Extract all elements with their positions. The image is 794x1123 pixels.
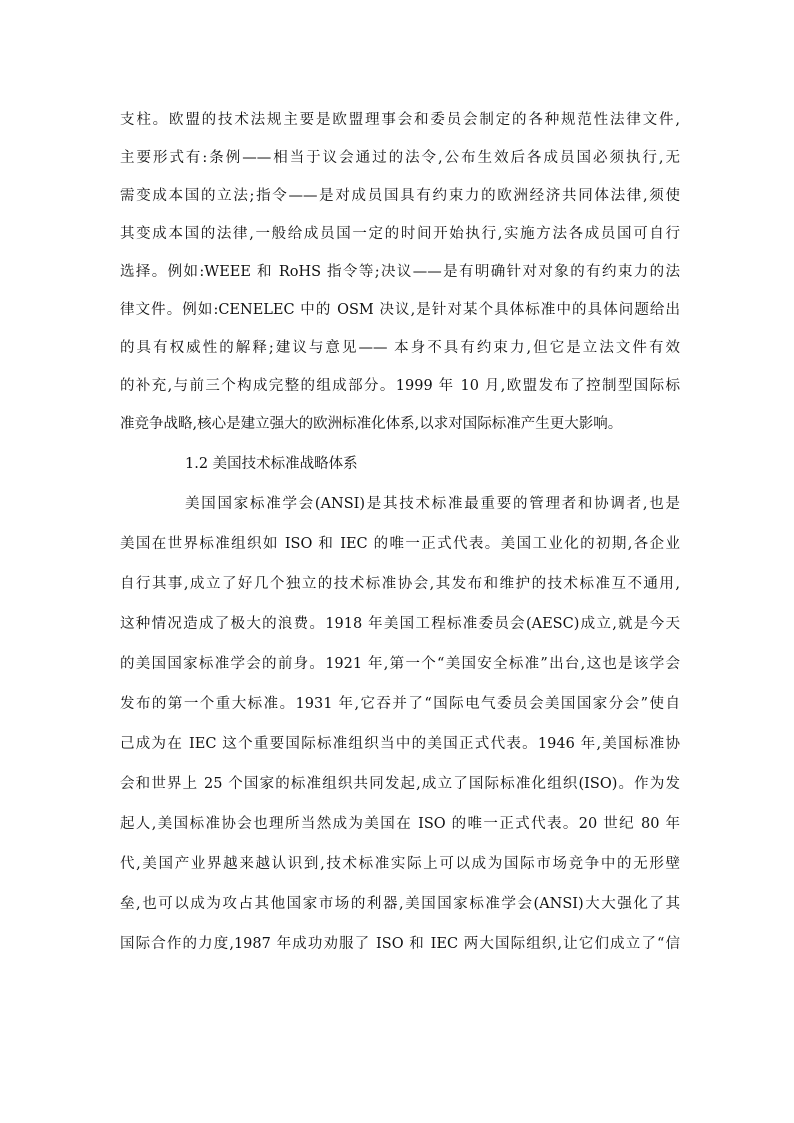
paragraph-line: 国际合作的力度,1987 年成功劝服了 ISO 和 IEC 两大国际组织,让它们成立了“信 <box>120 936 680 952</box>
paragraph-line: 发布的第一个重大标准。1931 年,它吞并了“国际电气委员会美国国家分会”使自 <box>120 696 680 712</box>
paragraph-line: 起人,美国标准协会也理所当然成为美国在 ISO 的唯一正式代表。20 世纪 80 年 <box>120 816 680 832</box>
paragraph-line: 准竞争战略,核心是建立强大的欧洲标准化体系,以求对国际标准产生更大影响。 <box>120 416 623 432</box>
paragraph-line: 需变成本国的立法;指令——是对成员国具有约束力的欧洲经济共同体法律,须使 <box>120 188 680 204</box>
paragraph-line: 的美国国家标准学会的前身。1921 年,第一个“美国安全标准”出台,这也是该学会 <box>120 656 680 672</box>
paragraph-line: 代,美国产业界越来越认识到,技术标准实际上可以成为国际市场竞争中的无形壁 <box>120 856 680 872</box>
paragraph-line: 这种情况造成了极大的浪费。1918 年美国工程标准委员会(AESC)成立,就是今天 <box>120 616 680 632</box>
paragraph-line: 己成为在 IEC 这个重要国际标准组织当中的美国正式代表。1946 年,美国标准协 <box>120 736 680 752</box>
paragraph-line: 美国在世界标准组织如 ISO 和 IEC 的唯一正式代表。美国工业化的初期,各企业 <box>120 536 680 552</box>
paragraph-line: 垒,也可以成为攻占其他国家市场的利器,美国国家标准学会(ANSI)大大强化了其 <box>120 896 680 912</box>
paragraph-line: 其变成本国的法律,一般给成员国一定的时间开始执行,实施方法各成员国可自行 <box>120 226 680 242</box>
paragraph-line: 的补充,与前三个构成完整的组成部分。1999 年 10 月,欧盟发布了控制型国际标 <box>120 378 680 394</box>
paragraph-line: 美国国家标准学会(ANSI)是其技术标准最重要的管理者和协调者,也是 <box>185 496 680 512</box>
section-heading: 1.2 美国技术标准战略体系 <box>185 456 358 472</box>
paragraph-line: 自行其事,成立了好几个独立的技术标准协会,其发布和维护的技术标准互不通用, <box>120 576 680 592</box>
paragraph-line: 律文件。例如:CENELEC 中的 OSM 决议,是针对某个具体标准中的具体问题给出 <box>120 302 680 318</box>
paragraph-line: 的具有权威性的解释;建议与意见—— 本身不具有约束力,但它是立法文件有效 <box>120 340 680 356</box>
paragraph-line: 会和世界上 25 个国家的标准组织共同发起,成立了国际标准化组织(ISO)。作为发 <box>120 776 680 792</box>
paragraph-line: 主要形式有:条例——相当于议会通过的法令,公布生效后各成员国必须执行,无 <box>120 150 680 166</box>
paragraph-line: 选择。例如:WEEE 和 RoHS 指令等;决议——是有明确针对对象的有约束力的法 <box>120 264 680 280</box>
paragraph-line: 支柱。欧盟的技术法规主要是欧盟理事会和委员会制定的各种规范性法律文件, <box>120 112 680 128</box>
